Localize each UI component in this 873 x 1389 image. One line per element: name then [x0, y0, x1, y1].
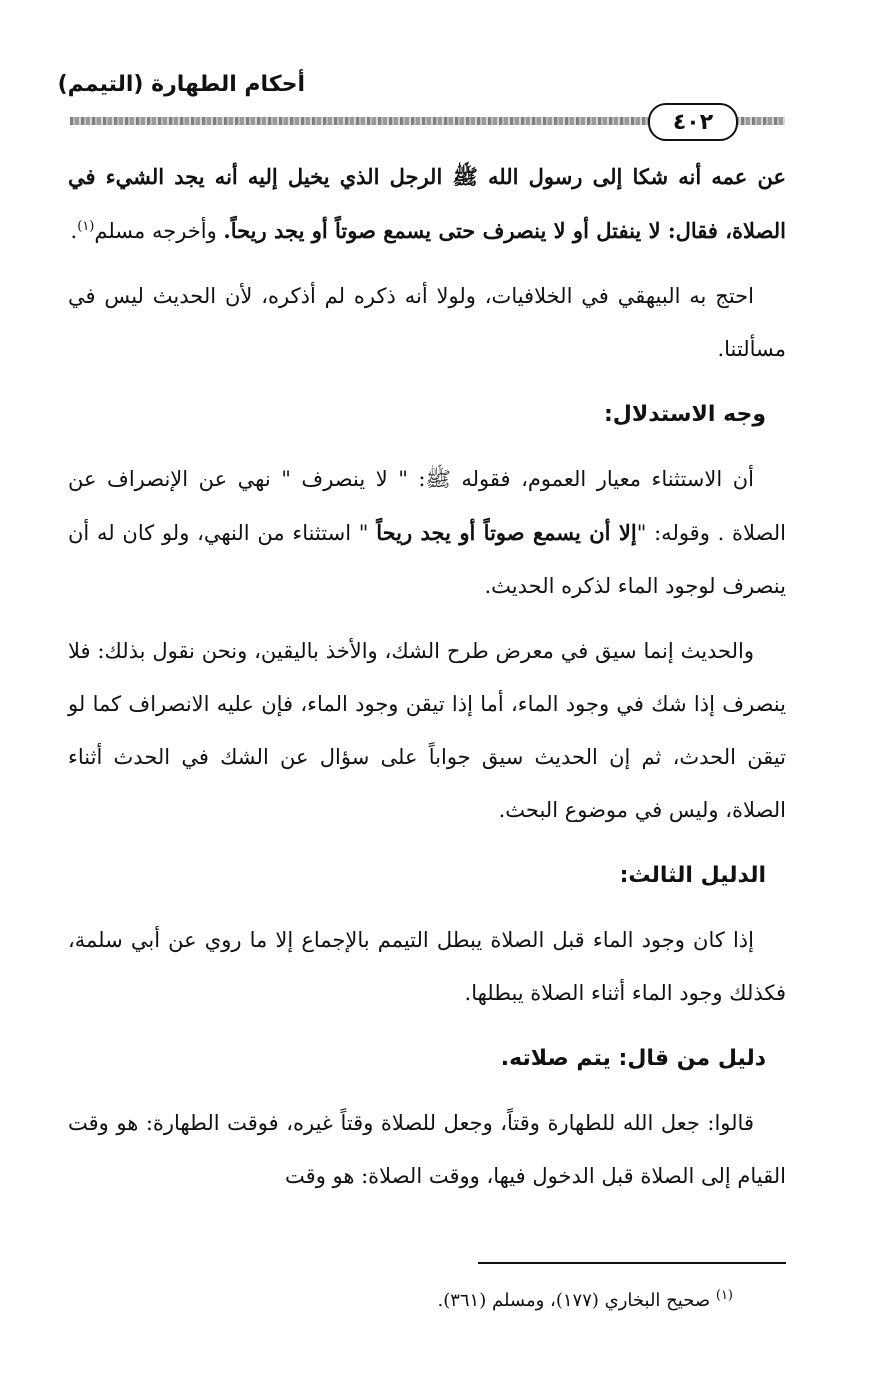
- page-body: [68, 150, 786, 1215]
- page-header-title: أحكام الطهارة (التيمم): [57, 72, 305, 97]
- footnote-marker[interactable]: (١): [77, 219, 95, 234]
- paragraph-bayhaqi: احتج به البيهقي في الخلافيات، ولولا أنه ذكره لم أذكره، لأن الحديث ليس في مسألتنا.: [68, 284, 786, 361]
- paragraph-hadith: [68, 150, 786, 258]
- paragraph-doubt: والحديث إنما سيق في معرض طرح الشك، والأخذ باليقين، ونحن نقول بذلك: فلا ينصرف إذا شك في وجود الماء، أما إذا تيقن وجود الماء، فإن عليه الانصراف كما لو تيقن الحدث، ثم إن الحديث سيق جواباً على سؤال عن الشك في الحدث أثناء الصلاة، وليس في موضوع البحث.: [68, 639, 786, 822]
- istidlal-quote: إلا أن يسمع صوتاً أو يجد ريحاً: [376, 520, 637, 545]
- hadith-text: عن عمه أنه شكا إلى رسول الله ﷺ الرجل الذي يخيل إليه أنه يجد الشيء في الصلاة، فقال: لا ينفتل أو لا ينصرف حتى يسمع صوتاً أو يجد ريحاً.: [68, 164, 786, 243]
- istidlal-text-1: أن الاستثناء معيار العموم، فقوله ﷺ: " لا ينصرف " نهي عن الإنصراف عن الصلاة . وقوله: ": [68, 467, 786, 545]
- heading-third-evidence: الدليل الثالث:: [619, 863, 766, 888]
- paragraph-times: قالوا: جعل الله للطهارة وقتاً، وجعل للصلاة وقتاً غيره، فوقت الطهارة: هو وقت القيام إلى الصلاة قبل الدخول فيها، ووقت الصلاة: هو وقت: [68, 1111, 786, 1188]
- page-number: ٤٠٢: [648, 103, 738, 141]
- hadith-source: وأخرجه مسلم: [94, 219, 224, 243]
- footnote-1-text: صحيح البخاري (١٧٧)، ومسلم (٣٦١).: [437, 1290, 711, 1311]
- hadith-end: .: [70, 219, 78, 243]
- heading-wajh-al-istidlal: وجه الاستدلال:: [603, 402, 766, 427]
- heading-completes-prayer: دليل من قال: يتم صلاته.: [500, 1046, 766, 1071]
- istidlal-text-2: " استثناء من النهي، ولو كان له أن ينصرف لوجود الماء لذكره الحديث.: [68, 521, 786, 598]
- paragraph-istidlal: [68, 453, 786, 613]
- footnote-1: [437, 1290, 733, 1311]
- paragraph-third-evidence: إذا كان وجود الماء قبل الصلاة يبطل التيمم بالإجماع إلا ما روي عن أبي سلمة، فكذلك وجود الماء أثناء الصلاة يبطلها.: [68, 928, 786, 1005]
- footnote-1-mark: (١): [715, 1288, 733, 1303]
- footnote-separator: [478, 1262, 786, 1264]
